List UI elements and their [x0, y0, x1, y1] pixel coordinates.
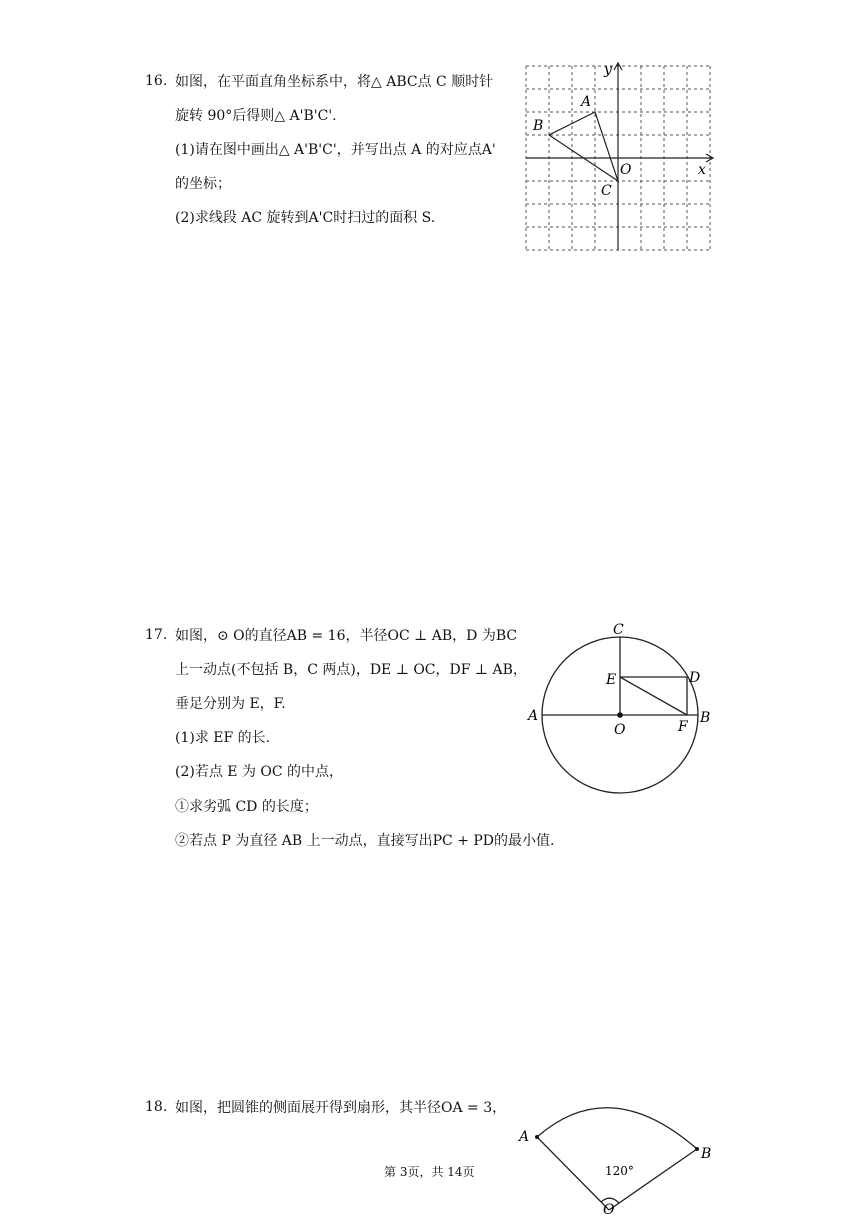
- q17-line-7: ②若点 P 为直径 AB 上一动点，直接写出PC + PD的最小值.: [175, 833, 555, 849]
- q18-label-B: B: [701, 1146, 712, 1162]
- q16-label-x: x: [698, 162, 706, 178]
- q17-label-O: O: [614, 722, 626, 738]
- q17-label-A: A: [528, 708, 539, 724]
- q16-line-5: (2)求线段 AC 旋转到A'C时扫过的面积 S.: [175, 210, 436, 226]
- q16-line-3: (1)请在图中画出△ A'B'C'，并写出点 A 的对应点A': [175, 142, 496, 158]
- q17-label-E: E: [606, 672, 617, 688]
- q18-line-1: 如图，把圆锥的侧面展开得到扇形，其半径OA = 3，: [175, 1100, 507, 1116]
- q16-label-C: C: [601, 183, 612, 199]
- q17-line-3: 垂足分别为 E，F.: [175, 696, 286, 712]
- q17-label-D: D: [689, 670, 701, 686]
- q16-label-O: O: [620, 162, 632, 178]
- q17-label-C: C: [613, 622, 624, 638]
- q16-label-B: B: [533, 118, 544, 134]
- q17-line-6: ①求劣弧 CD 的长度；: [175, 799, 318, 815]
- q16-coordinate-figure: [520, 60, 720, 260]
- q16-line-1: 如图，在平面直角坐标系中，将△ ABC点 C 顺时针: [175, 74, 494, 90]
- q16-line-2: 旋转 90°后得则△ A'B'C'.: [175, 108, 337, 124]
- q16-label-A: A: [581, 94, 592, 110]
- q18-angle-label: 120°: [605, 1164, 634, 1178]
- q16-line-4: 的坐标；: [175, 176, 231, 192]
- q17-label-B: B: [700, 710, 711, 726]
- q16-number: 16.: [145, 73, 168, 89]
- q17-label-F: F: [678, 719, 688, 735]
- page-footer: 第 3页，共 14页: [384, 1165, 475, 1179]
- q17-line-2: 上一动点(不包括 B，C 两点)，DE ⊥ OC，DF ⊥ AB，: [175, 662, 527, 678]
- q16-label-y: y: [604, 62, 612, 78]
- q17-line-1: 如图，⊙ O的直径AB = 16，半径OC ⊥ AB，D 为BC: [175, 628, 518, 644]
- q17-circle-figure: [520, 618, 720, 803]
- q18-sector-figure: [515, 1090, 725, 1216]
- q18-label-A: A: [519, 1129, 530, 1145]
- q17-number: 17.: [145, 627, 168, 643]
- q17-line-4: (1)求 EF 的长.: [175, 730, 271, 746]
- q17-line-5: (2)若点 E 为 OC 的中点，: [175, 764, 344, 780]
- q18-label-O: O: [603, 1202, 615, 1216]
- q18-number: 18.: [145, 1099, 168, 1115]
